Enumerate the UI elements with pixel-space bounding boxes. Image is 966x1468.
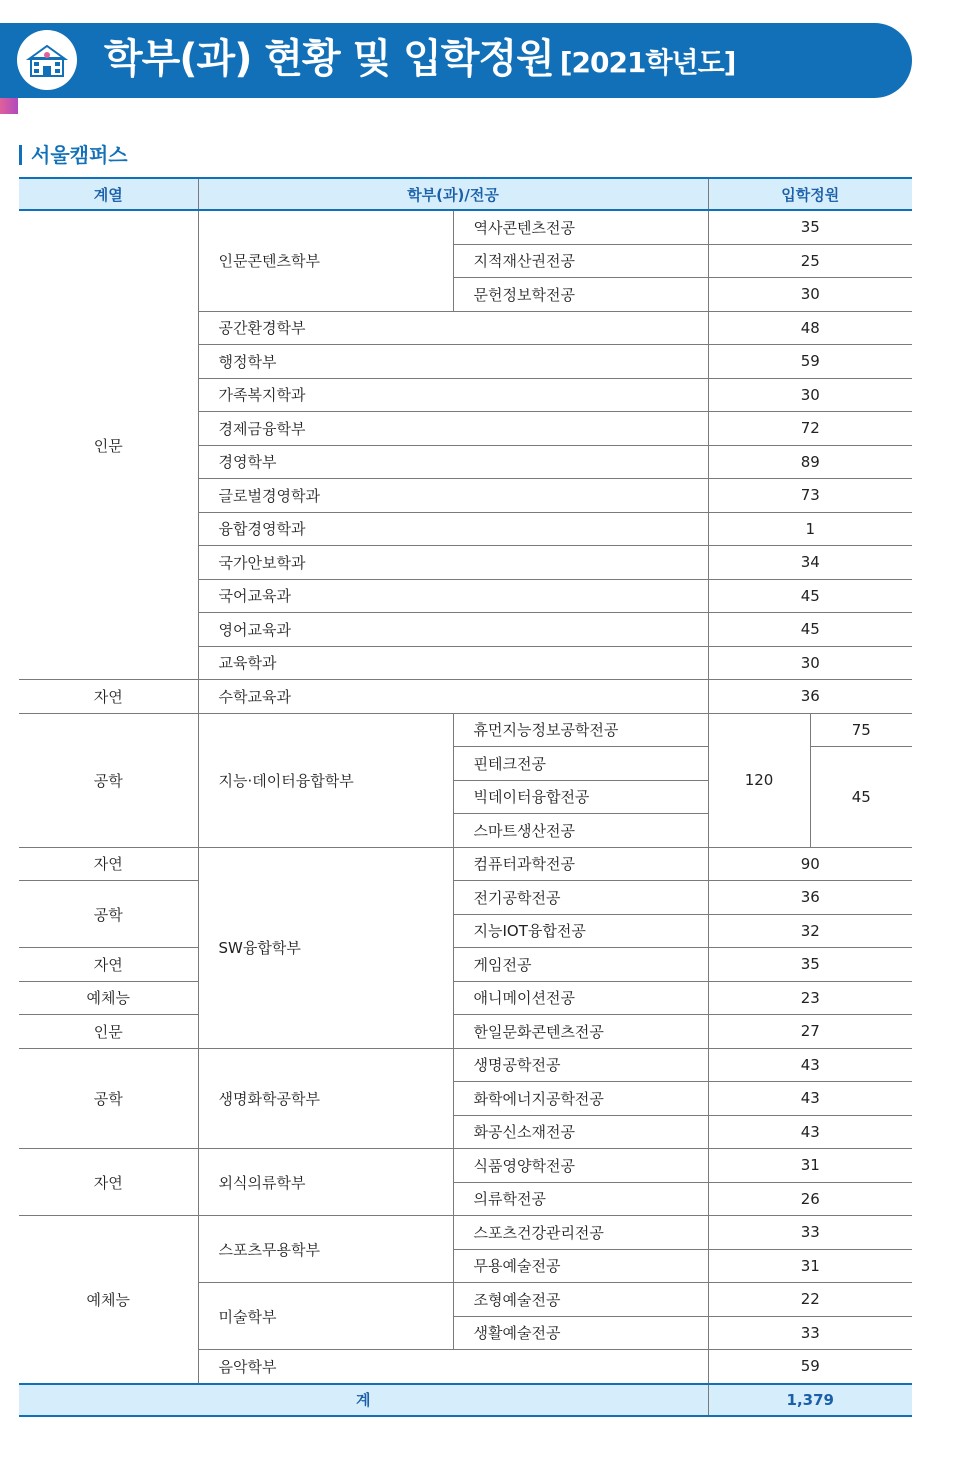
field-cell: 예체능	[19, 981, 198, 1015]
quota-cell: 30	[708, 278, 912, 312]
field-cell: 자연	[19, 1149, 198, 1216]
field-cell: 인문	[19, 210, 198, 680]
dept-cell: 융합경영학과	[198, 512, 708, 546]
dept-cell: 수학교육과	[198, 680, 708, 714]
quota-cell: 36	[708, 881, 912, 915]
quota-cell: 1	[708, 512, 912, 546]
quota-cell: 31	[708, 1249, 912, 1283]
major-cell: 전기공학전공	[453, 881, 708, 915]
header-quota: 입학정원	[708, 178, 912, 210]
table-row	[19, 847, 912, 881]
field-cell: 공학	[19, 1048, 198, 1149]
page-title	[104, 28, 735, 90]
field-cell: 자연	[19, 680, 198, 714]
table-row	[19, 1015, 912, 1049]
dept-cell: 교육학과	[198, 646, 708, 680]
dept-cell: 국어교육과	[198, 579, 708, 613]
major-cell: 게임전공	[453, 948, 708, 982]
major-cell: 지적재산권전공	[453, 244, 708, 278]
major-cell: 생명공학전공	[453, 1048, 708, 1082]
major-cell: 무용예술전공	[453, 1249, 708, 1283]
dept-cell: 음악학부	[198, 1350, 708, 1384]
quota-cell: 59	[708, 1350, 912, 1384]
field-cell: 자연	[19, 847, 198, 881]
header-field: 계열	[19, 178, 198, 210]
major-cell: 컴퓨터과학전공	[453, 847, 708, 881]
major-cell: 휴먼지능정보공학전공	[453, 713, 708, 747]
header-dept: 학부(과)/전공	[198, 178, 708, 210]
quota-cell: 22	[708, 1283, 912, 1317]
quota-cell: 31	[708, 1149, 912, 1183]
quota-cell: 26	[708, 1182, 912, 1216]
major-cell: 스포츠건강관리전공	[453, 1216, 708, 1250]
major-cell: 화공신소재전공	[453, 1115, 708, 1149]
quota-cell: 27	[708, 1015, 912, 1049]
section-title: 서울캠퍼스	[31, 143, 128, 167]
table-row	[19, 1149, 912, 1183]
quota-cell: 89	[708, 445, 912, 479]
quota-cell: 33	[708, 1216, 912, 1250]
quota-cell: 59	[708, 345, 912, 379]
quota-cell: 35	[708, 210, 912, 244]
section-bar	[19, 145, 22, 165]
dept-cell: 경영학부	[198, 445, 708, 479]
table-row	[19, 948, 912, 982]
major-cell: 한일문화콘텐츠전공	[453, 1015, 708, 1049]
table-row	[19, 1216, 912, 1250]
table-row	[19, 680, 912, 714]
quota-cell: 30	[708, 646, 912, 680]
quota-cell: 45	[708, 613, 912, 647]
dept-cell: 외식의류학부	[198, 1149, 453, 1216]
major-cell: 빅데이터융합전공	[453, 780, 708, 814]
dept-cell: 가족복지학과	[198, 378, 708, 412]
dept-cell: 스포츠무용학부	[198, 1216, 453, 1283]
sub-quota-cell: 75	[810, 713, 912, 747]
quota-cell: 48	[708, 311, 912, 345]
quota-cell: 35	[708, 948, 912, 982]
group-quota-cell: 120	[708, 713, 810, 847]
dept-cell: 생명화학공학부	[198, 1048, 453, 1149]
major-cell: 식품영양학전공	[453, 1149, 708, 1183]
quota-cell: 43	[708, 1082, 912, 1116]
dept-cell: 인문콘텐츠학부	[198, 210, 453, 311]
table-row	[19, 713, 912, 747]
dept-cell: 국가안보학과	[198, 546, 708, 580]
dept-cell: 영어교육과	[198, 613, 708, 647]
dept-cell: 미술학부	[198, 1283, 453, 1350]
table-header-row	[19, 178, 912, 210]
major-cell: 지능IOT융합전공	[453, 914, 708, 948]
major-cell: 역사콘텐츠전공	[453, 210, 708, 244]
section-heading	[19, 142, 128, 168]
table-row	[19, 881, 912, 915]
quota-cell: 25	[708, 244, 912, 278]
accent-block	[0, 98, 18, 114]
table-row	[19, 981, 912, 1015]
field-cell: 예체능	[19, 1216, 198, 1384]
field-cell: 자연	[19, 948, 198, 982]
dept-cell: SW융합학부	[198, 847, 453, 1048]
quota-cell: 36	[708, 680, 912, 714]
school-building-icon	[25, 38, 69, 82]
quota-cell: 43	[708, 1115, 912, 1149]
title-year: [2021학년도]	[559, 46, 736, 79]
quota-cell: 45	[708, 579, 912, 613]
field-cell: 공학	[19, 881, 198, 948]
admission-table	[19, 177, 912, 1417]
field-cell: 공학	[19, 713, 198, 847]
title-main: 학부(과) 현황 및 입학정원	[104, 36, 554, 82]
dept-cell: 공간환경학부	[198, 311, 708, 345]
major-cell: 스마트생산전공	[453, 814, 708, 848]
quota-cell: 72	[708, 412, 912, 446]
major-cell: 조형예술전공	[453, 1283, 708, 1317]
major-cell: 핀테크전공	[453, 747, 708, 781]
quota-cell: 33	[708, 1316, 912, 1350]
quota-cell: 32	[708, 914, 912, 948]
dept-cell: 경제금융학부	[198, 412, 708, 446]
quota-cell: 90	[708, 847, 912, 881]
total-value: 1,379	[708, 1384, 912, 1416]
major-cell: 애니메이션전공	[453, 981, 708, 1015]
quota-cell: 23	[708, 981, 912, 1015]
quota-cell: 43	[708, 1048, 912, 1082]
field-cell: 인문	[19, 1015, 198, 1049]
sub-quota-cell: 45	[810, 747, 912, 848]
table-row	[19, 210, 912, 244]
quota-cell: 34	[708, 546, 912, 580]
quota-cell: 30	[708, 378, 912, 412]
major-cell: 문헌정보학전공	[453, 278, 708, 312]
dept-cell: 지능·데이터융합학부	[198, 713, 453, 847]
quota-cell: 73	[708, 479, 912, 513]
dept-cell: 행정학부	[198, 345, 708, 379]
total-row	[19, 1384, 912, 1416]
major-cell: 의류학전공	[453, 1182, 708, 1216]
major-cell: 생활예술전공	[453, 1316, 708, 1350]
major-cell: 화학에너지공학전공	[453, 1082, 708, 1116]
total-label: 계	[19, 1384, 708, 1416]
dept-cell: 글로벌경영학과	[198, 479, 708, 513]
table-row	[19, 1048, 912, 1082]
logo-badge	[17, 30, 77, 90]
